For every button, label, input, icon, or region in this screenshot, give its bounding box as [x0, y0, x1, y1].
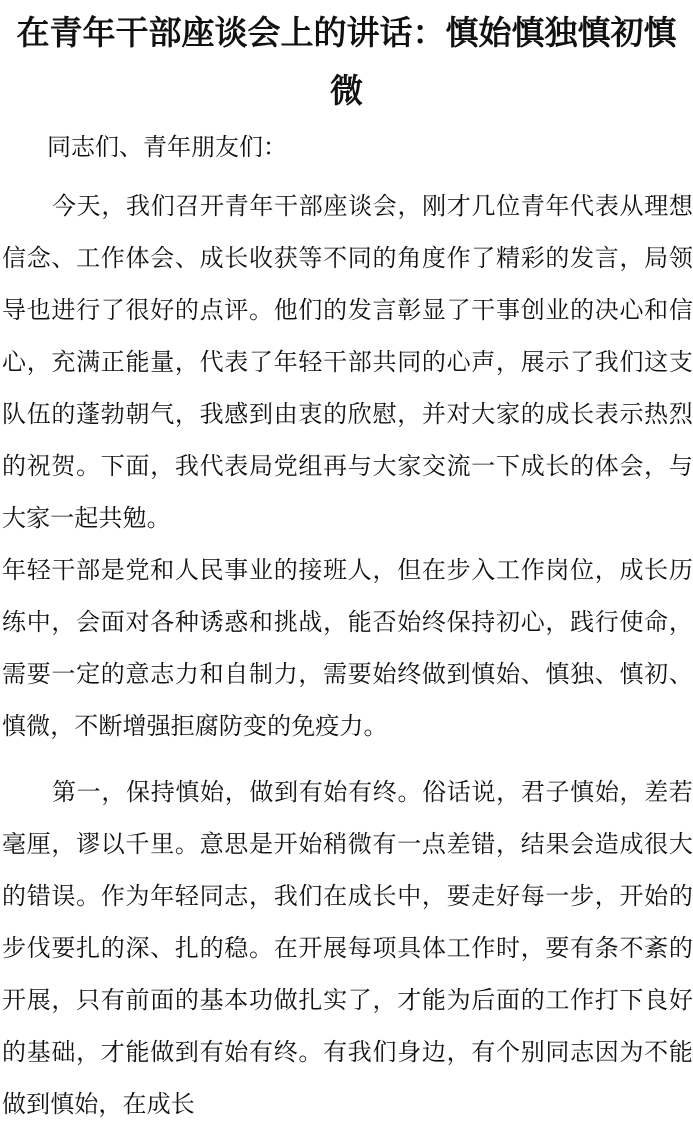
paragraph-context: 年轻干部是党和人民事业的接班人，但在步入工作岗位，成长历练中，会面对各种诱惑和挑战，能否始终保持初心，践行使命，需要一定的意志力和自制力，需要始终做到慎始、慎独、慎初、慎微，不断增强拒腐防变的免疫力。	[2, 556, 693, 740]
paragraph-opening: 今天，我们召开青年干部座谈会，刚才几位青年代表从理想信念、工作体会、成长收获等不同的角度作了精彩的发言，局领导也进行了很好的点评。他们的发言彰显了干事创业的决心和信心，充满正能量，代表了年轻干部共同的心声，展示了我们这支队伍的蓬勃朝气，我感到由衷的欣慰，并对大家的成长表示热烈的祝贺。下面，我代表局党组再与大家交流一下成长的体会，与大家一起共勉。	[2, 192, 693, 532]
document-title: 在青年干部座谈会上的讲话：慎始慎独慎初慎微	[16, 13, 677, 110]
salutation: 同志们、青年朋友们：	[47, 133, 287, 161]
paragraph-point-one: 第一，保持慎始，做到有始有终。俗话说，君子慎始，差若毫厘，谬以千里。意思是开始稍微有一点差错，结果会造成很大的错误。作为年轻同志，我们在成长中，要走好每一步，开始的步伐要扎的深、扎的稳。在开展每项具体工作时，要有条不紊的开展，只有前面的基本功做扎实了，才能为后面的工作打下良好的基础，才能做到有始有终。有我们身边，有个别同志因为不能做到慎始，在成长	[2, 778, 693, 1118]
